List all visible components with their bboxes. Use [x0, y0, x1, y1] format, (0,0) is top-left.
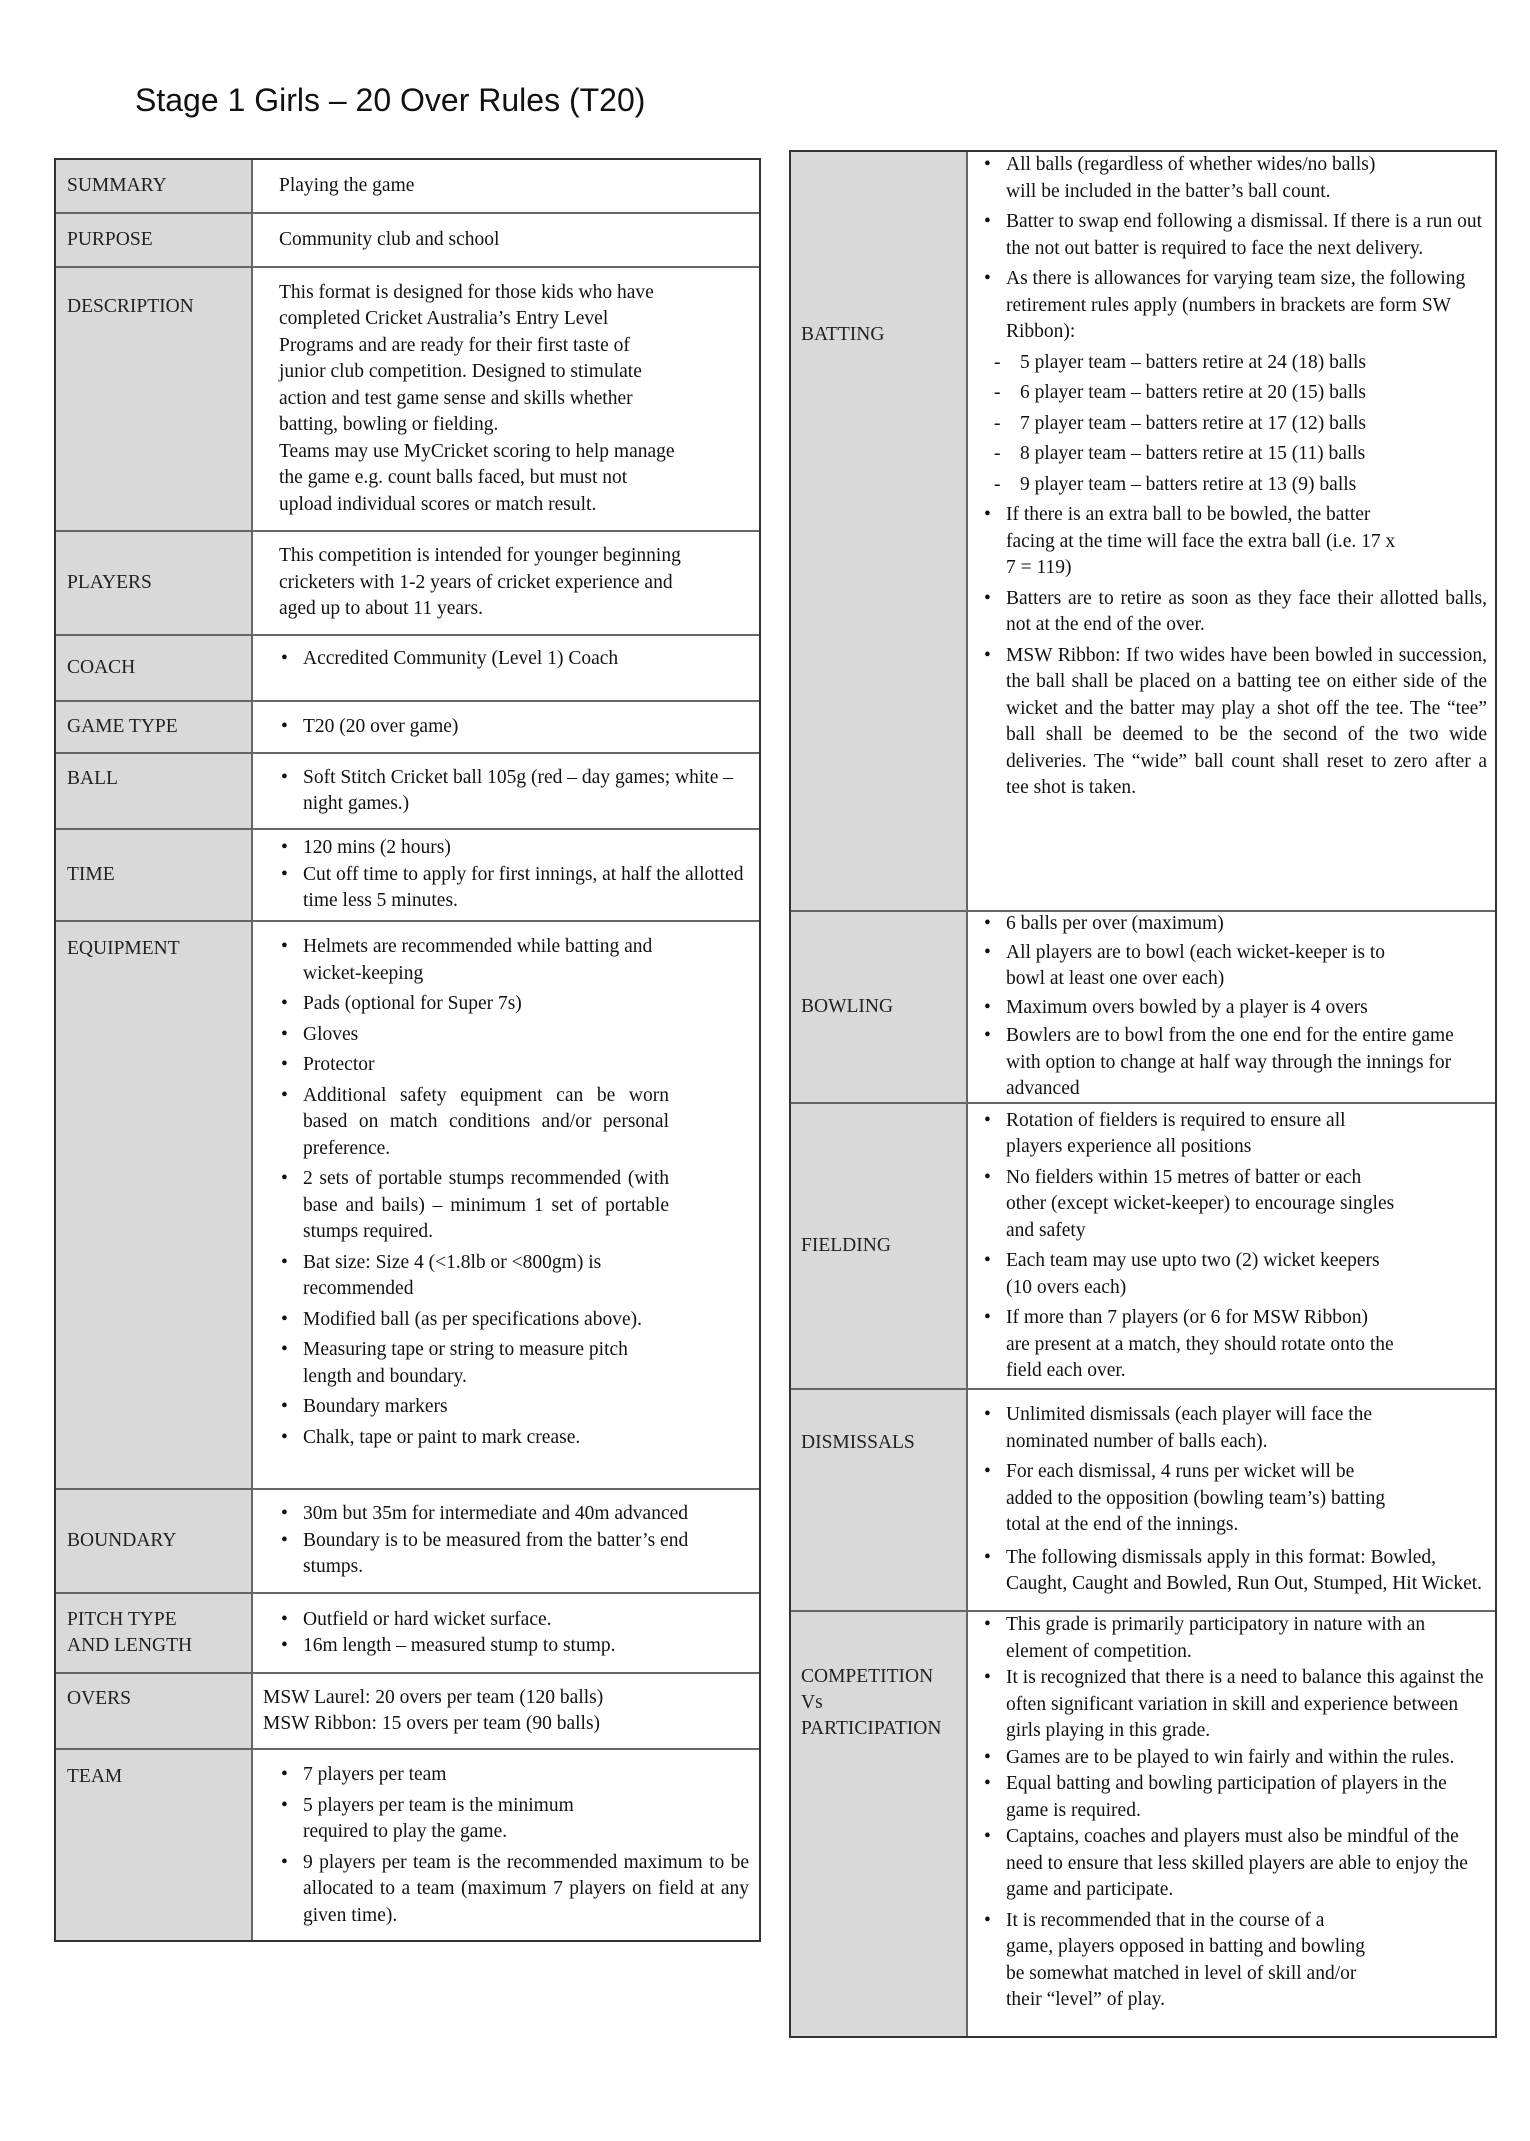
- text-line: batting, bowling or fielding.: [279, 414, 499, 436]
- row-label: PURPOSE: [56, 214, 253, 266]
- row-label: BOUNDARY: [56, 1490, 253, 1592]
- list-item: • Cut off time to apply for first innings, at half the allotted time less 5 minutes.: [279, 862, 749, 915]
- text-line: cricketers with 1-2 years of cricket experience and: [279, 571, 673, 593]
- row-label: FIELDING: [791, 1104, 968, 1388]
- row-label: BALL: [56, 754, 253, 828]
- list-item: • T20 (20 over game): [279, 714, 749, 741]
- row-description: [56, 268, 759, 532]
- list-item: - 8 player team – batters retire at 15 (11) balls: [990, 441, 1487, 468]
- row-content: [968, 912, 1495, 1102]
- row-batting: [791, 152, 1495, 912]
- list-item: • Captains, coaches and players must also be mindful of the need to ensure that less skilled players are able to enjoy the game and participate.: [982, 1824, 1487, 1904]
- rules-table-left: [54, 158, 761, 1942]
- label-line: PITCH TYPE: [67, 1609, 177, 1630]
- list-item: • Games are to be played to win fairly and within the rules.: [982, 1745, 1487, 1772]
- list-item: • Batters are to retire as soon as they face their allotted balls, not at the end of the over.: [982, 586, 1487, 639]
- row-label: DESCRIPTION: [56, 268, 253, 530]
- list-item: • MSW Ribbon: If two wides have been bowled in succession, the ball shall be placed on a batting tee on either side of the wicket and the batter may play a shot off the tee. The “tee” ball shall be deemed to be the second of the two wide deliveries. The “wide” ball count shall reset to zero after a tee shot is taken.: [982, 643, 1487, 802]
- list-item: • All balls (regardless of whether wides/no balls) will be included in the batter’s ball count.: [982, 152, 1487, 205]
- list-item: • Boundary markers: [279, 1394, 669, 1421]
- row-content: [253, 268, 759, 530]
- list-item: • Bat size: Size 4 (<1.8lb or <800gm) is recommended: [279, 1250, 669, 1303]
- list-item: • Measuring tape or string to measure pitch length and boundary.: [279, 1337, 669, 1390]
- text-line: MSW Ribbon: 15 overs per team (90 balls): [263, 1713, 601, 1734]
- list-item: • 16m length – measured stump to stump.: [279, 1633, 749, 1660]
- text-line: junior club competition. Designed to stimulate: [279, 361, 642, 383]
- row-content: [253, 922, 759, 1488]
- text-line: Teams may use MyCricket scoring to help manage: [279, 440, 675, 462]
- row-content: [253, 1594, 759, 1672]
- row-time: [56, 830, 759, 922]
- label-line: COMPETITION: [801, 1666, 934, 1687]
- list-item: • 120 mins (2 hours): [279, 835, 749, 862]
- row-label: EQUIPMENT: [56, 922, 253, 1488]
- row-label: OVERS: [56, 1674, 253, 1748]
- list-item: • It is recognized that there is a need to balance this against the often significant variation in skill and experience between girls playing in this grade.: [982, 1665, 1487, 1745]
- list-item: • 7 players per team: [279, 1762, 749, 1789]
- row-game-type: [56, 702, 759, 754]
- row-summary: [56, 160, 759, 214]
- list-item: • Modified ball (as per specifications above).: [279, 1307, 669, 1334]
- text-line: completed Cricket Australia’s Entry Level: [279, 308, 609, 330]
- row-label: TIME: [56, 830, 253, 920]
- row-competition: [791, 1612, 1495, 2036]
- row-content: [253, 532, 759, 634]
- text-line: This format is designed for those kids who have: [279, 281, 654, 303]
- row-dismissals: [791, 1390, 1495, 1612]
- list-item: - 7 player team – batters retire at 17 (12) balls: [990, 411, 1487, 438]
- list-item: • Unlimited dismissals (each player will face the nominated number of balls each).: [982, 1402, 1487, 1455]
- label-line: AND LENGTH: [67, 1635, 193, 1656]
- list-item: • No fielders within 15 metres of batter or each other (except wicket-keeper) to encourage singles and safety: [982, 1165, 1395, 1245]
- list-item: • Accredited Community (Level 1) Coach: [279, 646, 749, 673]
- row-label: [791, 1612, 968, 2036]
- row-label: GAME TYPE: [56, 702, 253, 752]
- text-line: the game e.g. count balls faced, but must not: [279, 467, 628, 489]
- list-item: • Protector: [279, 1052, 669, 1079]
- row-label: [56, 1594, 253, 1672]
- label-line: Vs: [801, 1692, 823, 1713]
- row-label: BOWLING: [791, 912, 968, 1102]
- list-item: • Batter to swap end following a dismissal. If there is a run out the not out batter is required to face the next delivery.: [982, 209, 1487, 262]
- row-content: [253, 754, 759, 828]
- list-item: • Helmets are recommended while batting and wicket-keeping: [279, 934, 669, 987]
- row-players: [56, 532, 759, 636]
- list-item: • Rotation of fielders is required to ensure all players experience all positions: [982, 1108, 1395, 1161]
- row-pitch: [56, 1594, 759, 1674]
- list-item: • Gloves: [279, 1022, 669, 1049]
- row-fielding: [791, 1104, 1495, 1390]
- list-item: • For each dismissal, 4 runs per wicket will be added to the opposition (bowling team’s) batting total at the end of the innings.: [982, 1459, 1487, 1539]
- row-content: [253, 1674, 759, 1748]
- text-line: MSW Laurel: 20 overs per team (120 balls): [263, 1686, 604, 1708]
- row-content: [253, 636, 759, 700]
- row-content: [253, 702, 759, 752]
- page-title: Stage 1 Girls – 20 Over Rules (T20): [135, 82, 646, 118]
- text-line: action and test game sense and skills whether: [279, 387, 633, 409]
- list-item: - 5 player team – batters retire at 24 (18) balls: [990, 350, 1487, 377]
- row-coach: [56, 636, 759, 702]
- row-equipment: [56, 922, 759, 1490]
- list-item: • 6 balls per over (maximum): [982, 911, 1487, 938]
- list-item: • Each team may use upto two (2) wicket keepers (10 overs each): [982, 1248, 1395, 1301]
- row-content: [253, 1750, 759, 1940]
- list-item: • 9 players per team is the recommended maximum to be allocated to a team (maximum 7 players on field at any given time).: [279, 1850, 749, 1930]
- list-item: • Outfield or hard wicket surface.: [279, 1607, 749, 1634]
- purpose-value: Community club and school: [279, 228, 500, 250]
- list-item: • Additional safety equipment can be worn based on match conditions and/or personal preference.: [279, 1083, 669, 1163]
- list-item: • Pads (optional for Super 7s): [279, 991, 669, 1018]
- list-item: • If there is an extra ball to be bowled, the batter facing at the time will face the extra ball (i.e. 17 x 7 = 119): [982, 502, 1487, 582]
- row-bowling: [791, 912, 1495, 1104]
- row-label: TEAM: [56, 1750, 253, 1940]
- row-label: SUMMARY: [56, 160, 253, 212]
- list-item: • Maximum overs bowled by a player is 4 overs: [982, 995, 1487, 1022]
- row-label: COACH: [56, 636, 253, 700]
- list-item: • It is recommended that in the course of a game, players opposed in batting and bowling be somewhat matched in level of skill and/or their “level” of play.: [982, 1908, 1487, 2014]
- row-content: [968, 1390, 1495, 1610]
- list-item: - 9 player team – batters retire at 13 (9) balls: [990, 472, 1487, 499]
- rules-table-right: [789, 150, 1497, 2038]
- list-item: • 5 players per team is the minimum required to play the game.: [279, 1793, 749, 1846]
- row-content: [968, 1104, 1495, 1388]
- row-team: [56, 1750, 759, 1940]
- row-label: PLAYERS: [56, 532, 253, 634]
- row-content: [968, 152, 1495, 910]
- text-line: Programs and are ready for their first taste of: [279, 334, 630, 356]
- row-overs: [56, 1674, 759, 1750]
- row-purpose: [56, 214, 759, 268]
- row-ball: [56, 754, 759, 830]
- row-label: DISMISSALS: [791, 1390, 968, 1610]
- row-content: [253, 830, 759, 920]
- list-item: • As there is allowances for varying team size, the following retirement rules apply (numbers in brackets are form SW Ribbon):: [982, 266, 1487, 346]
- list-item: • Chalk, tape or paint to mark crease.: [279, 1425, 669, 1452]
- summary-value: Playing the game: [279, 174, 415, 196]
- text-line: aged up to about 11 years.: [279, 598, 483, 620]
- row-content: [253, 1490, 759, 1592]
- row-content: [253, 214, 759, 266]
- list-item: • Boundary is to be measured from the batter’s end stumps.: [279, 1528, 749, 1581]
- text-line: upload individual scores or match result.: [279, 493, 597, 515]
- list-item: • If more than 7 players (or 6 for MSW Ribbon) are present at a match, they should rotate onto the field each over.: [982, 1305, 1395, 1385]
- row-content: [968, 1612, 1495, 2036]
- list-item: • This grade is primarily participatory in nature with an element of competition.: [982, 1612, 1487, 1665]
- list-item: • 2 sets of portable stumps recommended (with base and bails) – minimum 1 set of portable stumps required.: [279, 1166, 669, 1246]
- row-content: [253, 160, 759, 212]
- text-line: This competition is intended for younger beginning: [279, 545, 681, 567]
- list-item: • Equal batting and bowling participation of players in the game is required.: [982, 1771, 1487, 1824]
- list-item: • Soft Stitch Cricket ball 105g (red – day games; white – night games.): [279, 765, 749, 818]
- list-item: • 30m but 35m for intermediate and 40m advanced: [279, 1501, 749, 1528]
- label-line: PARTICIPATION: [801, 1718, 942, 1739]
- list-item: • All players are to bowl (each wicket-keeper is to bowl at least one over each): [982, 940, 1487, 993]
- list-item: - 6 player team – batters retire at 20 (15) balls: [990, 380, 1487, 407]
- list-item: • Bowlers are to bowl from the one end for the entire game with option to change at half way through the innings for advanced: [982, 1023, 1487, 1103]
- row-label: BATTING: [791, 152, 968, 910]
- row-boundary: [56, 1490, 759, 1594]
- list-item: • The following dismissals apply in this format: Bowled, Caught, Caught and Bowled, Run Out, Stumped, Hit Wicket.: [982, 1545, 1487, 1598]
